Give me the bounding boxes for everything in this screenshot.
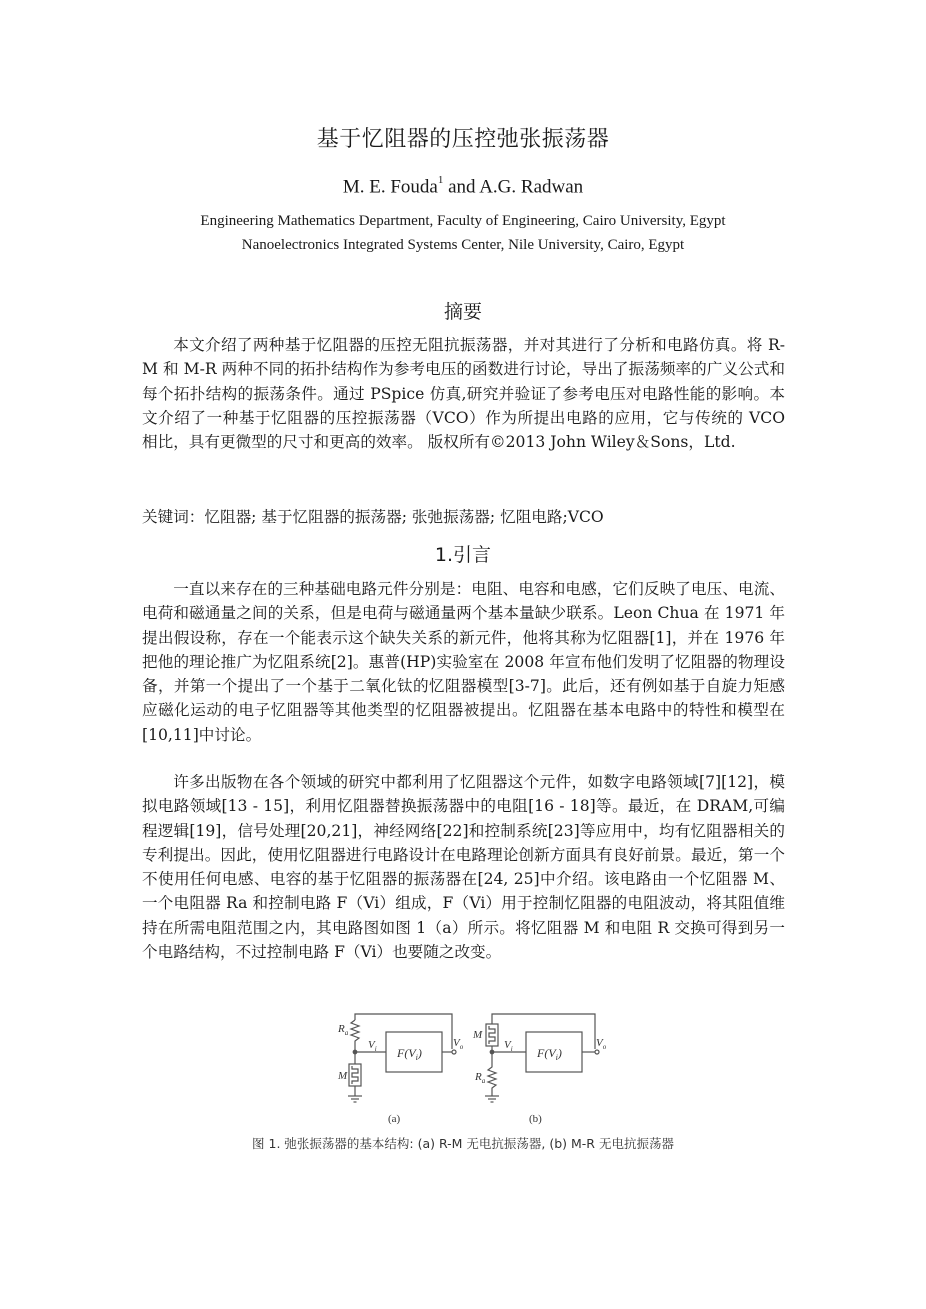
resistor-ra-symbol-b <box>488 1052 496 1096</box>
abstract-heading: 摘要 <box>443 301 482 323</box>
svg-text:F(Vi): $F(V_i)$ <box>397 1046 422 1062</box>
affiliation-1: Engineering Mathematics Department, Faculty of Engineering, Cairo University, Egypt <box>200 213 726 229</box>
figure-1-caption: 图 1. 弛张振荡器的基本结构: (a) R-M 无电抗振荡器, (b) M-R 无电抗振荡器 <box>252 1136 674 1151</box>
keywords: 关键词：忆阻器; 基于忆阻器的振荡器; 张弛振荡器; 忆阻电路;VCO <box>142 508 604 526</box>
svg-text:Vo: $V_o$ <box>453 1037 464 1051</box>
svg-text:M: M <box>338 1070 348 1082</box>
paper-title: 基于忆阻器的压控弛张振荡器 <box>316 127 610 152</box>
affiliation-2: Nanoelectronics Integrated Systems Center, Nile University, Cairo, Egypt <box>241 237 685 253</box>
svg-text:Ra: $R_a$ <box>475 1071 486 1085</box>
intro-paragraph-1: 一直以来存在的三种基础电路元件分别是：电阻、电容和电感，它们反映了电压、电流、电荷和磁通量之间的关系，但是电荷与磁通量两个基本量缺少联系。Leon Chua 在 1971 年提出假设称，存在一个能表示这个缺失关系的新元件，他将其称为忆阻器[1]，并在 1976 年把他的理论推广为忆阻系统[2]。惠普(HP)实验室在 2008 年宣布他们发明了忆阻器的物理设备，并第一个提出了一个基于二氧化钛的忆阻器模型[3-7]。此后，还有例如基于自旋力矩感应磁化运动的电子忆阻器等其他类型的忆阻器被提出。忆阻器在基本电路中的特性和模型在[10,11]中讨论。 <box>142 580 785 744</box>
author-superscript: 1 <box>437 174 444 186</box>
svg-text:Ra: $R_a$ <box>338 1023 349 1037</box>
svg-text:Vi: $V_i$ <box>504 1039 513 1053</box>
author-line <box>0 176 926 198</box>
author-rest: and A.G. Radwan <box>443 176 584 198</box>
intro-paragraph-2: 许多出版物在各个领域的研究中都利用了忆阻器这个元件，如数字电路领域[7][12]，模拟电路领域[13 - 15]，利用忆阻器替换振荡器中的电阻[16 - 18]等。最近，在 DRAM,可编程逻辑[19]，信号处理[20,21]，神经网络[22]和控制系统[23]等应用中，均有忆阻器相关的专利提出。因此，使用忆阻器进行电路设计在电路理论创新方面具有良好前景。最近，第一个不使用任何电感、电容的基于忆阻器的振荡器在[24, 25]中介绍。该电路由一个忆阻器 M、一个电阻器 Ra 和控制电路 F（Vi）组成，F（Vi）用于控制忆阻器的电阻波动，将其阻值维持在所需电阻范围之内，其电路图如图 1（a）所示。将忆阻器 M 和电阻 R 交换可得到另一个电路结构，不过控制电路 F（Vi）也要随之改变。 <box>142 773 785 962</box>
section-heading-introduction: 1.引言 <box>434 544 492 566</box>
abstract-text: 本文介绍了两种基于忆阻器的压控无阻抗振荡器，并对其进行了分析和电路仿真。将 R-M 和 M-R 两种不同的拓扑结构作为参考电压的函数进行讨论，导出了振荡频率的广义公式和每个拓扑结构的振荡条件。通过 PSpice 仿真,研究并验证了参考电压对电路性能的影响。本文介绍了一种基于忆阻器的压控振荡器（VCO）作为所提出电路的应用，它与传统的 VCO 相比，具有更微型的尺寸和更高的效率。 版权所有©2013 John Wiley＆Sons，Ltd. <box>142 336 785 452</box>
svg-text:F(Vi): $F(V_i)$ <box>537 1046 562 1062</box>
figure-1-circuit-diagrams <box>330 1012 615 1127</box>
svg-text:Vi: $V_i$ <box>368 1039 377 1053</box>
svg-text:M: M <box>473 1029 483 1041</box>
svg-text:Vo: $V_o$ <box>596 1037 607 1051</box>
subfigure-label-a: (a) <box>388 1113 401 1125</box>
subfigure-label-b: (b) <box>529 1113 542 1125</box>
memristor-m-symbol <box>349 1064 361 1086</box>
author-first: M. E. Fouda <box>342 176 438 198</box>
memristor-m-symbol-b <box>486 1024 498 1046</box>
resistor-ra-symbol <box>351 1020 359 1052</box>
